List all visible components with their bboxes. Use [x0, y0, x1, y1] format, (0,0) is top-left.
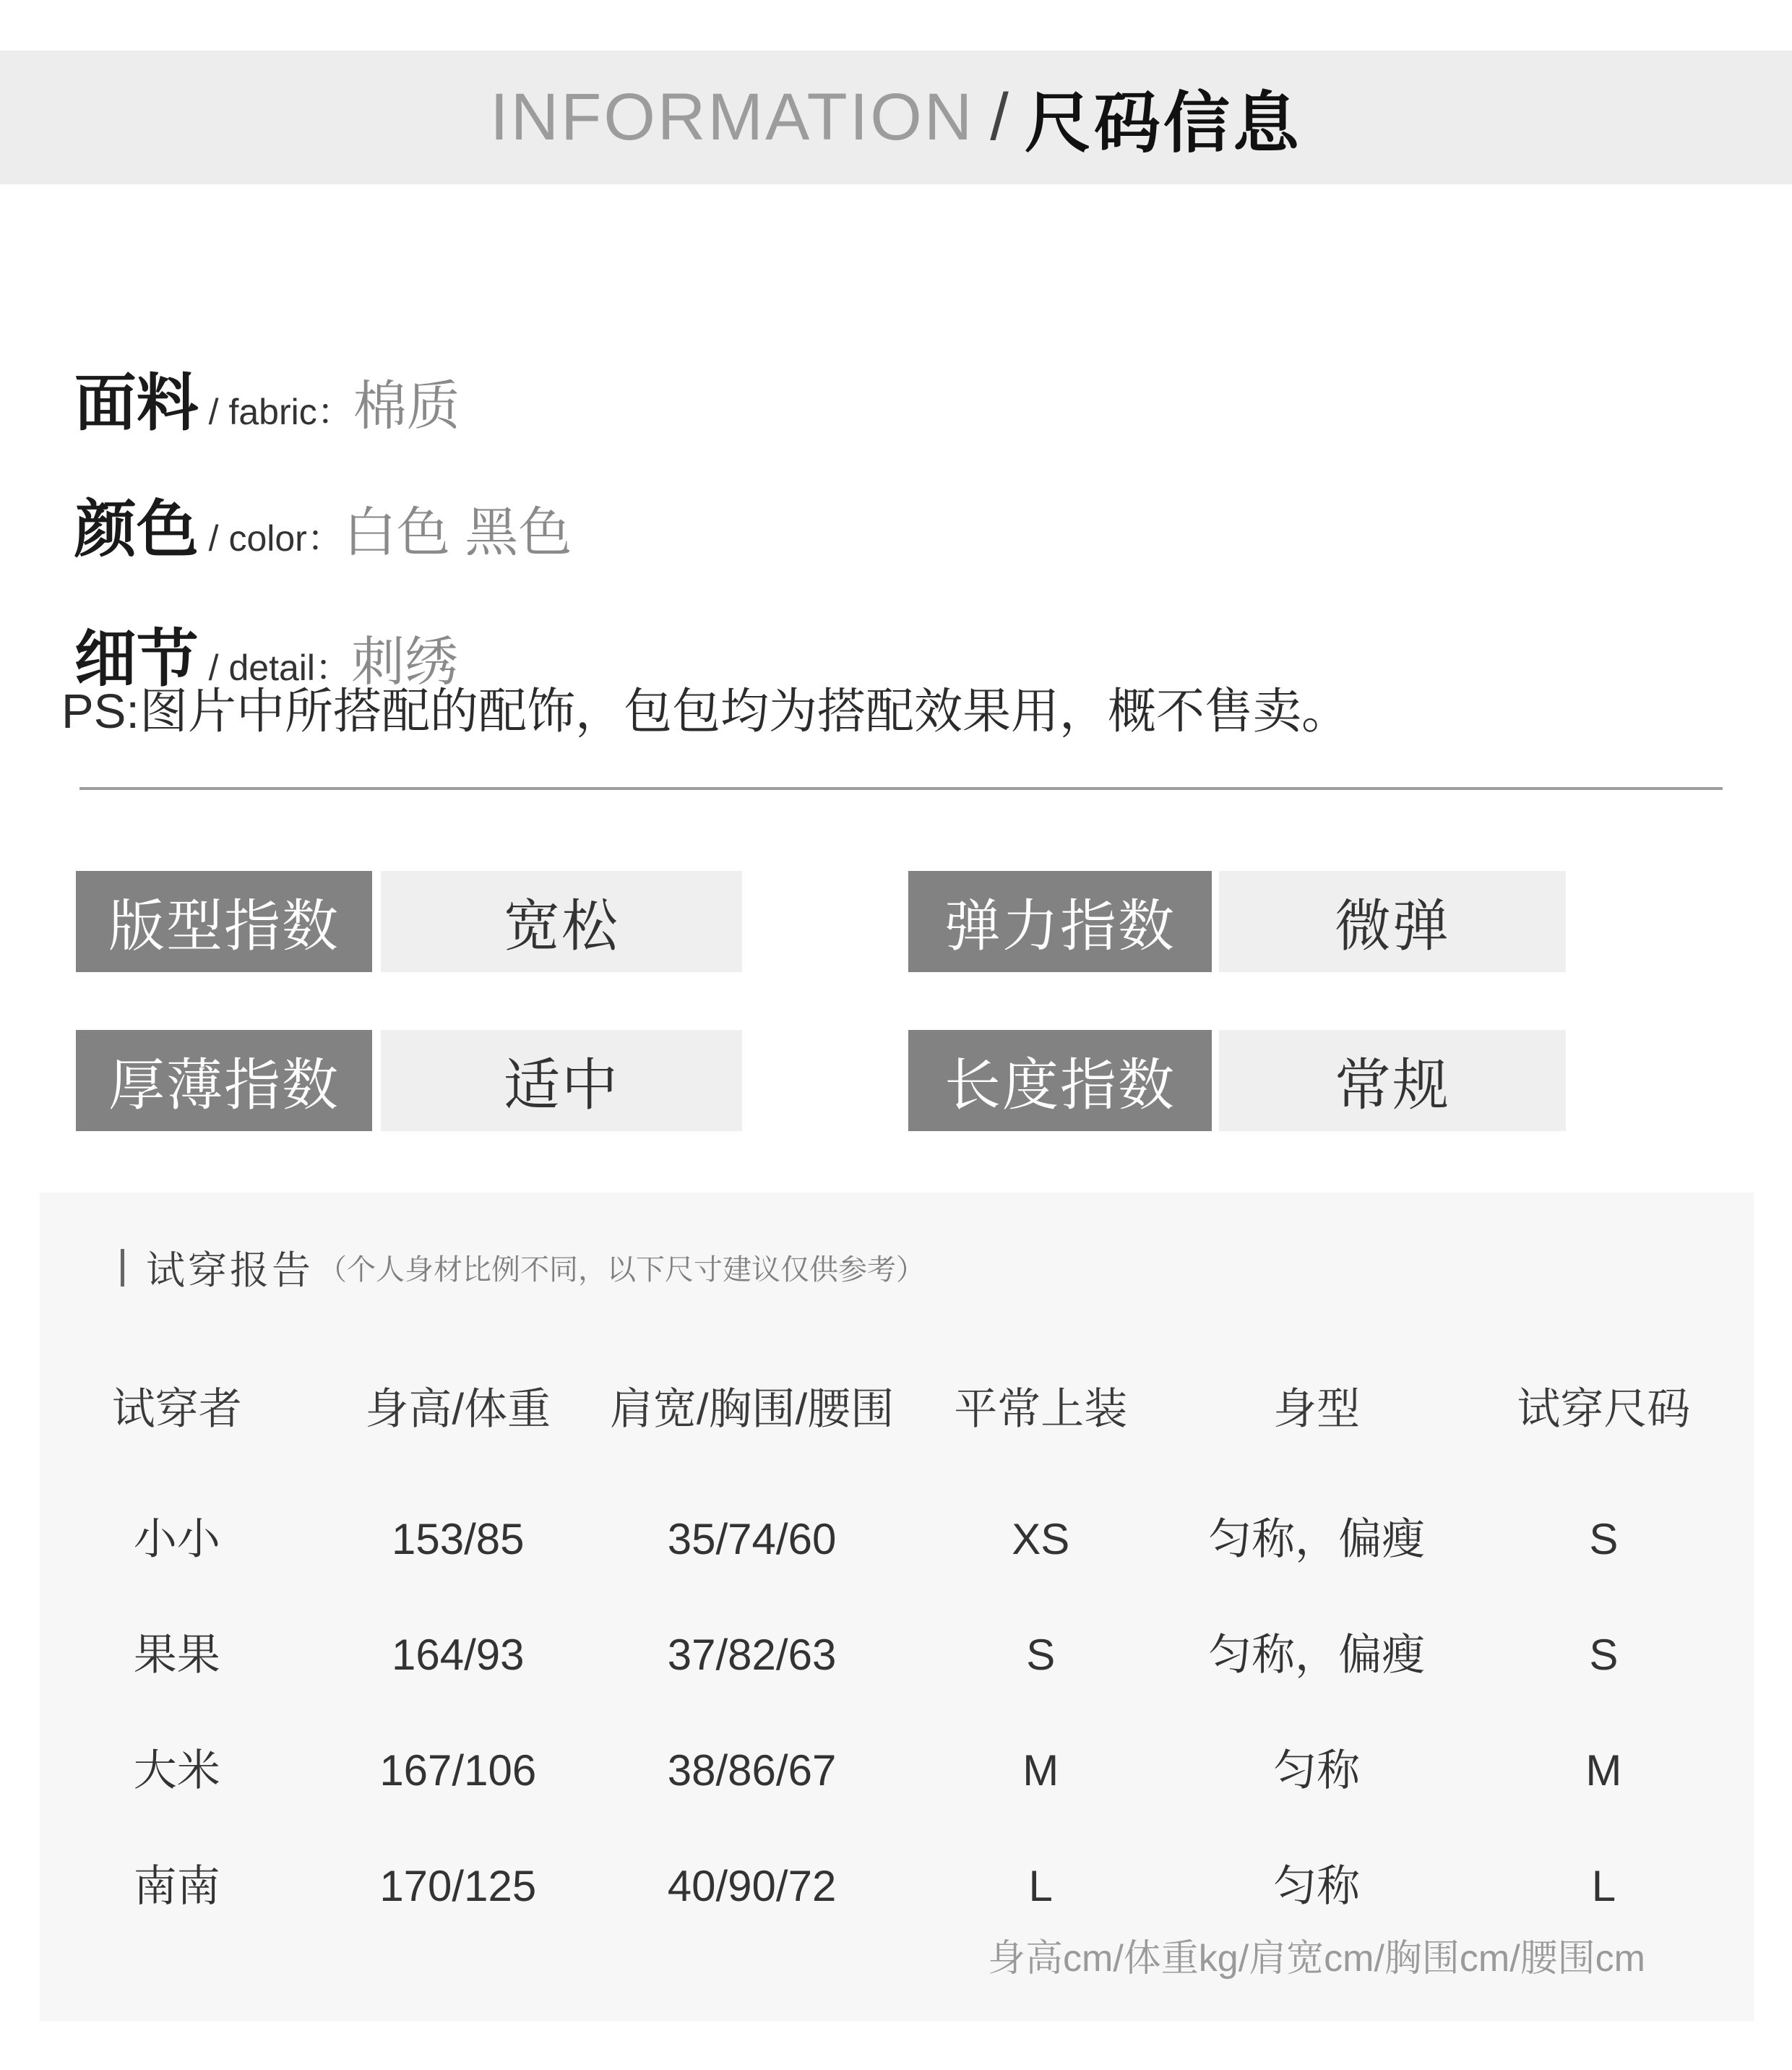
table-row: [40, 1514, 1754, 1565]
spec-value: 白色 黑色: [343, 502, 572, 562]
title-bar-decoration: [121, 1249, 124, 1287]
header-title-separator: /: [990, 80, 1009, 154]
cell-size: L: [1591, 1862, 1616, 1910]
cell-usual: L: [1028, 1862, 1053, 1910]
cell-shape: 匀称，偏瘦: [1208, 1515, 1426, 1563]
spec-label-zh: 细节: [74, 624, 199, 694]
index-label-fit: 版型指数: [76, 871, 372, 972]
cell-shape: 匀称，偏瘦: [1208, 1631, 1426, 1679]
cell-model: 小小: [133, 1515, 220, 1563]
table-footnote: 身高cm/体重kg/肩宽cm/胸围cm/腰围cm: [988, 1938, 1645, 1980]
table-row: [40, 1861, 1754, 1912]
column-header-usual: 平常上装: [954, 1385, 1128, 1433]
column-header-measures: 肩宽/胸围/腰围: [609, 1385, 895, 1433]
table-header-row: [40, 1384, 1754, 1435]
cell-size: S: [1589, 1631, 1619, 1679]
cell-model: 大米: [133, 1746, 220, 1795]
index-label-thickness: 厚薄指数: [76, 1030, 372, 1131]
cell-measures: 35/74/60: [667, 1515, 837, 1563]
spec-label-zh: 面料: [74, 369, 199, 438]
index-value-thickness: 适中: [381, 1030, 742, 1131]
tryon-report-title-note: （个人身材比例不同，以下尺寸建议仅供参考）: [318, 1254, 925, 1286]
cell-height: 170/125: [379, 1862, 537, 1910]
cell-usual: S: [1026, 1631, 1056, 1679]
header-title-en: INFORMATION: [490, 80, 975, 154]
spec-label-zh: 颜色: [74, 495, 199, 564]
column-header-height: 身高/体重: [365, 1385, 551, 1433]
column-header-shape: 身型: [1273, 1385, 1361, 1433]
cell-height: 164/93: [392, 1631, 525, 1679]
cell-measures: 40/90/72: [667, 1862, 837, 1910]
index-value-stretch: 微弹: [1219, 871, 1566, 972]
cell-model: 果果: [133, 1631, 220, 1679]
cell-size: S: [1589, 1515, 1619, 1563]
tryon-report-title-text: 试穿报告: [146, 1249, 314, 1292]
table-row: [40, 1630, 1754, 1680]
header-title-zh: 尺码信息: [1024, 86, 1302, 160]
cell-measures: 38/86/67: [667, 1746, 837, 1795]
cell-measures: 37/82/63: [667, 1631, 837, 1679]
ps-note: PS:图片中所搭配的配饰，包包均为搭配效果用，概不售卖。: [61, 684, 1350, 739]
cell-size: M: [1585, 1746, 1622, 1795]
spec-row-detail: [61, 551, 458, 786]
divider: [79, 787, 1723, 790]
cell-height: 153/85: [392, 1515, 525, 1563]
cell-height: 167/106: [379, 1746, 537, 1795]
tryon-report-title: [121, 1240, 925, 1295]
cell-shape: 匀称: [1273, 1746, 1361, 1795]
column-header-size: 试穿尺码: [1517, 1385, 1691, 1433]
cell-usual: M: [1022, 1746, 1059, 1795]
index-label-length: 长度指数: [908, 1030, 1212, 1131]
index-value-fit: 宽松: [381, 871, 742, 972]
spec-label-en: / detail：: [198, 648, 351, 688]
cell-model: 南南: [133, 1862, 220, 1910]
spec-value: 棉质: [353, 376, 460, 436]
table-row: [40, 1745, 1754, 1796]
header-band: [0, 51, 1792, 184]
index-value-length: 常规: [1219, 1030, 1566, 1131]
index-label-stretch: 弹力指数: [908, 871, 1212, 972]
spec-label-en: / fabric：: [198, 392, 353, 432]
column-header-model: 试穿者: [111, 1385, 242, 1433]
cell-usual: XS: [1012, 1515, 1070, 1563]
spec-value: 刺绣: [351, 632, 458, 692]
spec-label-en: / color：: [198, 518, 343, 559]
tryon-report-panel: [40, 1193, 1754, 2022]
cell-shape: 匀称: [1273, 1862, 1361, 1910]
